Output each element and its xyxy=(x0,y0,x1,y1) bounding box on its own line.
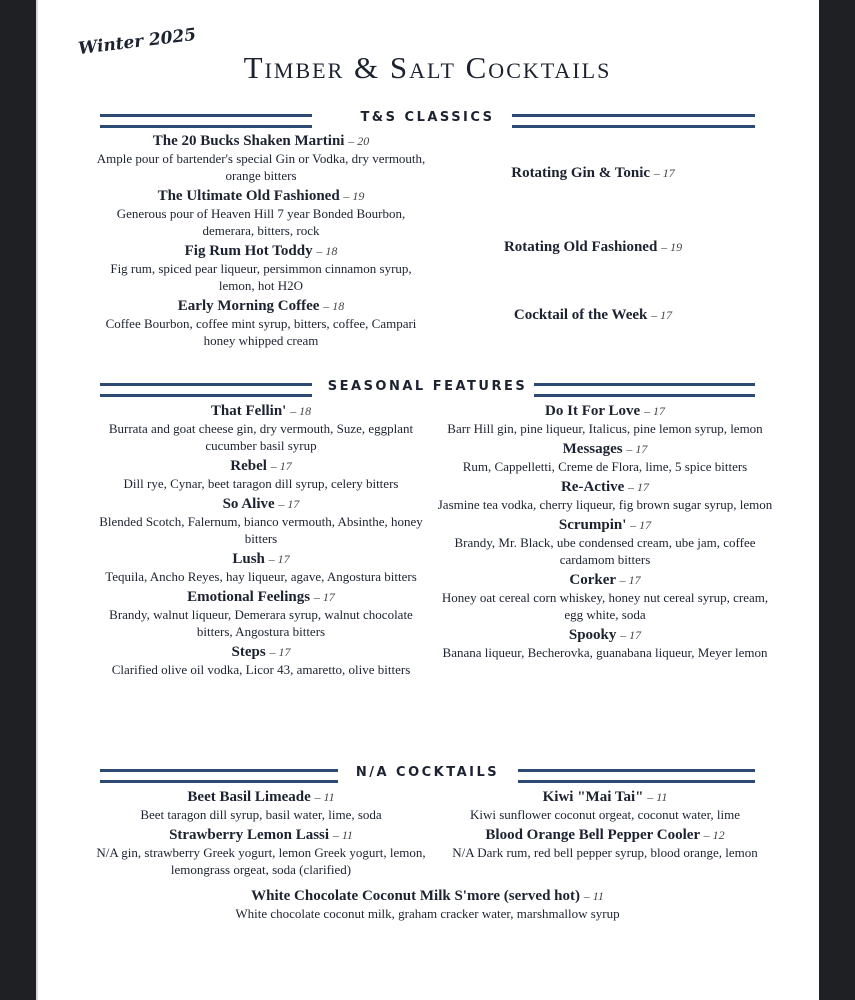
item-price: – 17 xyxy=(620,628,642,642)
item-price: – 17 xyxy=(270,459,292,473)
item-name: Rotating Gin & Tonic xyxy=(511,165,651,181)
menu-title: Timber & Salt Cocktails xyxy=(243,50,612,85)
item-description: Beet taragon dill syrup, basil water, lime, soda xyxy=(140,807,382,822)
item-name: Emotional Feelings xyxy=(187,589,311,605)
menu-item xyxy=(91,297,431,349)
item-price: – 17 xyxy=(653,166,675,180)
item-price: – 17 xyxy=(313,590,335,604)
item-price: – 17 xyxy=(651,308,673,322)
seasonal-right-column xyxy=(435,402,775,664)
item-price: – 19 xyxy=(343,189,365,203)
item-name: Rebel xyxy=(230,458,267,474)
item-price: – 18 xyxy=(316,244,338,258)
menu-item xyxy=(435,402,775,437)
item-price: – 20 xyxy=(348,134,370,148)
item-description: Honey oat cereal corn whiskey, honey nut cereal syrup, cream, egg white, soda xyxy=(441,590,769,622)
item-price: – 19 xyxy=(661,240,683,254)
item-name: Do It For Love xyxy=(545,403,641,419)
item-price: – 11 xyxy=(647,790,668,804)
section-title: T&S CLASSICS xyxy=(360,110,495,125)
menu-item xyxy=(91,187,431,239)
item-description: White chocolate coconut milk, graham cracker water, marshmallow syrup xyxy=(235,906,620,921)
menu-item xyxy=(91,643,431,678)
item-description: N/A gin, strawberry Greek yogurt, lemon Greek yogurt, lemon, lemongrass orgeat, soda (clarified) xyxy=(96,845,426,877)
season-label: Winter 2025 xyxy=(77,24,198,60)
item-description: Generous pour of Heaven Hill 7 year Bonded Bourbon, demerara, bitters, rock xyxy=(116,206,406,238)
item-price: – 11 xyxy=(314,790,335,804)
item-description: Blended Scotch, Falernum, bianco vermouth, Absinthe, honey bitters xyxy=(99,514,423,546)
item-description: Brandy, walnut liqueur, Demerara syrup, walnut chocolate bitters, Angostura bitters xyxy=(109,607,413,639)
menu-item xyxy=(91,402,431,454)
item-name: The Ultimate Old Fashioned xyxy=(157,188,340,204)
right-dark-margin xyxy=(819,0,855,1000)
item-price: – 17 xyxy=(268,552,290,566)
item-price: – 12 xyxy=(703,828,725,842)
menu-item xyxy=(435,478,775,513)
section-header-classics xyxy=(100,110,755,128)
menu-item xyxy=(91,788,431,823)
menu-item xyxy=(435,440,775,475)
item-description: Clarified olive oil vodka, Licor 43, amaretto, olive bitters xyxy=(111,662,411,677)
item-name: Fig Rum Hot Toddy xyxy=(184,243,313,259)
item-name: Beet Basil Limeade xyxy=(187,789,311,805)
na-right-column xyxy=(435,788,775,864)
menu-item xyxy=(435,516,775,568)
item-name: Messages xyxy=(562,441,623,457)
item-price: – 17 xyxy=(619,573,641,587)
section-title: SEASONAL FEATURES xyxy=(327,379,528,394)
menu-item xyxy=(91,550,431,585)
seasonal-left-column xyxy=(91,402,431,681)
page-edge xyxy=(36,0,38,1000)
item-name: Scrumpin' xyxy=(558,517,627,533)
menu-item xyxy=(435,788,775,823)
item-name: Spooky xyxy=(568,627,617,643)
item-name: Blood Orange Bell Pepper Cooler xyxy=(485,827,700,843)
item-name: Re-Active xyxy=(560,479,625,495)
item-name: Rotating Old Fashioned xyxy=(503,239,658,255)
item-description: Dill rye, Cynar, beet taragon dill syrup, celery bitters xyxy=(123,476,399,491)
classics-left-column xyxy=(91,132,431,352)
item-price: – 17 xyxy=(626,442,648,456)
item-name: White Chocolate Coconut Milk S'more (served hot) xyxy=(251,888,580,904)
item-name: That Fellin' xyxy=(210,403,287,419)
menu-item xyxy=(91,457,431,492)
item-name: Corker xyxy=(569,572,616,588)
item-name: Kiwi "Mai Tai" xyxy=(542,789,644,805)
item-description: Brandy, Mr. Black, ube condensed cream, ube jam, coffee cardamom bitters xyxy=(454,535,756,567)
item-price: – 18 xyxy=(323,299,345,313)
item-description: Burrata and goat cheese gin, dry vermouth, Suze, eggplant cucumber basil syrup xyxy=(108,421,414,453)
item-price: – 17 xyxy=(643,404,665,418)
menu-item xyxy=(91,588,431,640)
menu-item xyxy=(443,238,743,256)
menu-item xyxy=(435,571,775,623)
item-description: Jasmine tea vodka, cherry liqueur, fig brown sugar syrup, lemon xyxy=(437,497,773,512)
item-price: – 17 xyxy=(630,518,652,532)
section-title: N/A COCKTAILS xyxy=(355,765,500,780)
item-price: – 11 xyxy=(332,828,353,842)
section-header-na xyxy=(100,765,755,783)
item-name: The 20 Bucks Shaken Martini xyxy=(152,133,345,149)
menu-item xyxy=(443,164,743,182)
item-name: Cocktail of the Week xyxy=(513,307,648,323)
menu-item xyxy=(91,242,431,294)
item-name: So Alive xyxy=(222,496,275,512)
item-description: Kiwi sunflower coconut orgeat, coconut water, lime xyxy=(470,807,740,822)
item-price: – 11 xyxy=(583,889,604,903)
item-description: Tequila, Ancho Reyes, hay liqueur, agave, Angostura bitters xyxy=(105,569,417,584)
item-name: Lush xyxy=(232,551,265,567)
menu-page xyxy=(36,0,819,1000)
na-center-item xyxy=(136,887,719,922)
item-price: – 17 xyxy=(269,645,291,659)
item-price: – 17 xyxy=(278,497,300,511)
item-description: Banana liqueur, Becherovka, guanabana liqueur, Meyer lemon xyxy=(442,645,768,660)
item-description: Rum, Cappelletti, Creme de Flora, lime, 5 spice bitters xyxy=(462,459,748,474)
item-description: Coffee Bourbon, coffee mint syrup, bitters, coffee, Campari honey whipped cream xyxy=(105,316,417,348)
item-name: Early Morning Coffee xyxy=(177,298,320,314)
item-description: Fig rum, spiced pear liqueur, persimmon cinnamon syrup, lemon, hot H2O xyxy=(110,261,412,293)
item-price: – 17 xyxy=(628,480,650,494)
na-left-column xyxy=(91,788,431,881)
menu-item xyxy=(91,132,431,184)
section-header-seasonal xyxy=(100,379,755,397)
menu-item xyxy=(91,826,431,878)
menu-item xyxy=(435,626,775,661)
menu-item xyxy=(91,495,431,547)
item-price: – 18 xyxy=(290,404,312,418)
item-name: Steps xyxy=(231,644,266,660)
item-description: N/A Dark rum, red bell pepper syrup, blood orange, lemon xyxy=(452,845,758,860)
item-description: Ample pour of bartender's special Gin or Vodka, dry vermouth, orange bitters xyxy=(96,151,426,183)
menu-item xyxy=(443,306,743,324)
item-name: Strawberry Lemon Lassi xyxy=(169,827,330,843)
menu-item xyxy=(435,826,775,861)
item-description: Barr Hill gin, pine liqueur, Italicus, pine lemon syrup, lemon xyxy=(447,421,763,436)
